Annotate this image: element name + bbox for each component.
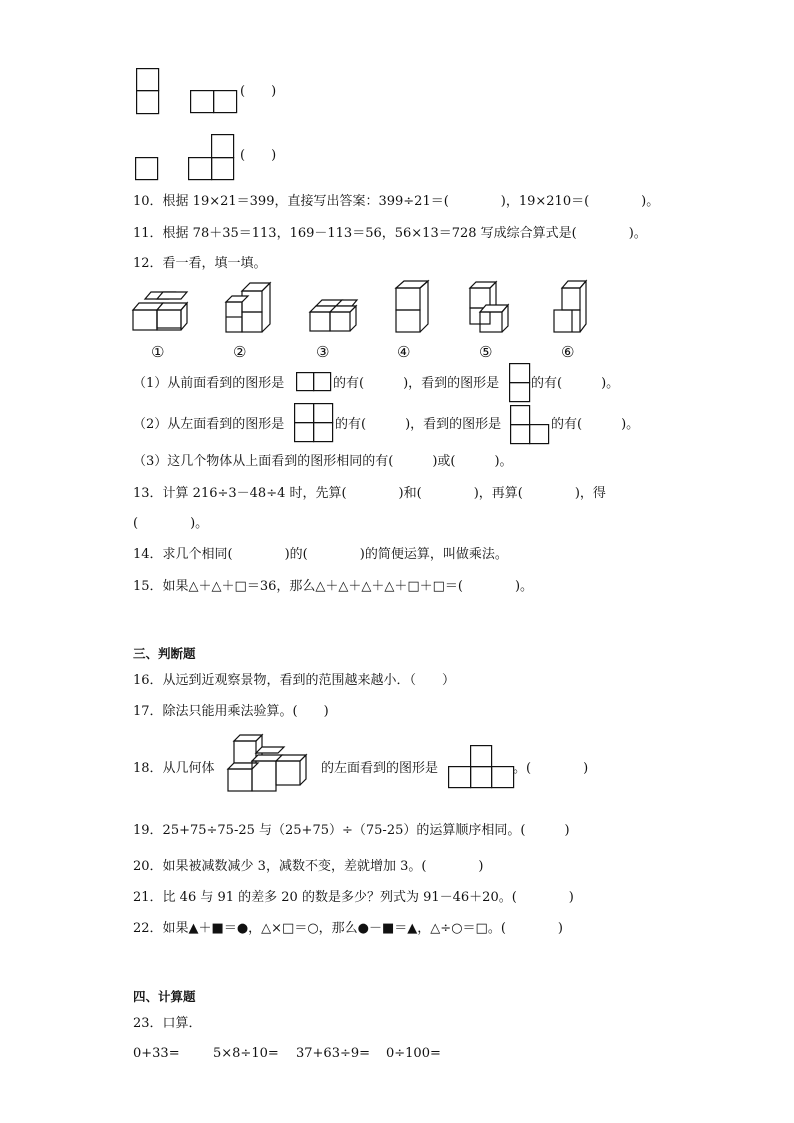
q9-figure-horizontal-two [190,90,238,114]
question-18-c: 。( ) [513,761,589,776]
q12-label-5: ⑤ [479,343,493,361]
oral-item-2: 5×8÷10= [213,1046,279,1061]
question-14: 14．求几个相同( )的( )的简便运算，叫做乘法。 [133,547,508,562]
section-3-heading: 三、判断题 [133,646,196,661]
q12-part1-shape-two-tall [509,363,531,403]
question-12-title: 12．看一看，填一填。 [133,256,267,271]
question-18-a: 18．从几何体 [133,761,215,776]
question-15: 15．如果△＋△＋□＝36，那么△＋△＋△＋△＋□＋□＝( )。 [133,579,534,594]
question-16: 16．从远到近观察景物，看到的范围越来越小．（ ） [133,673,456,688]
q12-label-1: ① [151,343,165,361]
q9-figure-vertical-two [136,68,160,116]
q12-part2-b: 的有( )，看到的图形是 [335,417,502,432]
q12-part2-a: （2）从左面看到的图形是 [133,417,285,432]
question-10: 10．根据 19×21＝399，直接写出答案：399÷21＝( )，19×210＝( )。 [133,194,660,209]
q12-part1-a: （1）从前面看到的图形是 [133,376,285,391]
q9-row2-answer[interactable]: ( ) [240,148,277,163]
q12-solid-3 [308,298,358,334]
question-13-line1: 13．计算 216÷3－48÷4 时，先算( )和( )，再算( )，得 [133,486,606,501]
section-4-heading: 四、计算题 [133,989,196,1004]
question-21: 21．比 46 与 91 的差多 20 的数是多少？列式为 91－46＋20。( ) [133,890,574,905]
q18-view-shape [448,745,516,789]
q12-solid-5 [466,280,516,334]
question-20: 20．如果被减数减少 3，减数不变，差就增加 3。( ) [133,859,484,874]
q12-part2-shape-l [510,405,550,445]
oral-item-1: 0+33= [133,1046,180,1061]
oral-item-3: 37+63÷9= [296,1046,371,1061]
question-23: 23．口算． [133,1016,202,1031]
question-18-b: 的左面看到的图形是 [321,761,439,776]
q12-label-6: ⑥ [561,343,575,361]
q12-solid-4 [394,280,434,334]
question-19: 19．25+75÷75-25 与（25+75）÷（75-25）的运算顺序相同。( ) [133,823,570,838]
q9-row1-answer[interactable]: ( ) [240,84,277,99]
question-11: 11．根据 78＋35＝113，169－113＝56，56×13＝728 写成综合算式是( )。 [133,226,647,241]
q12-part1-b: 的有( )，看到的图形是 [333,376,500,391]
q12-part1-c: 的有( )。 [531,376,620,391]
q12-part3: （3）这几个物体从上面看到的图形相同的有( )或( )。 [133,454,513,469]
q9-figure-l-shape [188,134,236,182]
q18-solid [226,733,310,793]
q12-part2-c: 的有( )。 [551,417,640,432]
q12-solid-6 [552,280,592,334]
question-17: 17．除法只能用乘法验算。( ) [133,704,329,719]
question-13-line2: ( )。 [133,516,209,531]
q12-part2-shape-square-grid [294,403,334,443]
q9-figure-single-square [135,157,159,181]
q12-solid-1 [132,290,188,334]
q12-label-3: ③ [316,343,330,361]
q12-part1-shape-two-wide [296,372,332,392]
q12-label-4: ④ [397,343,411,361]
question-22: 22．如果▲＋■＝●，△×□＝○，那么●－■＝▲，△÷○＝□。( ) [133,921,563,936]
q12-label-2: ② [233,343,247,361]
oral-item-4: 0÷100= [386,1046,441,1061]
q12-solid-2 [224,280,274,334]
